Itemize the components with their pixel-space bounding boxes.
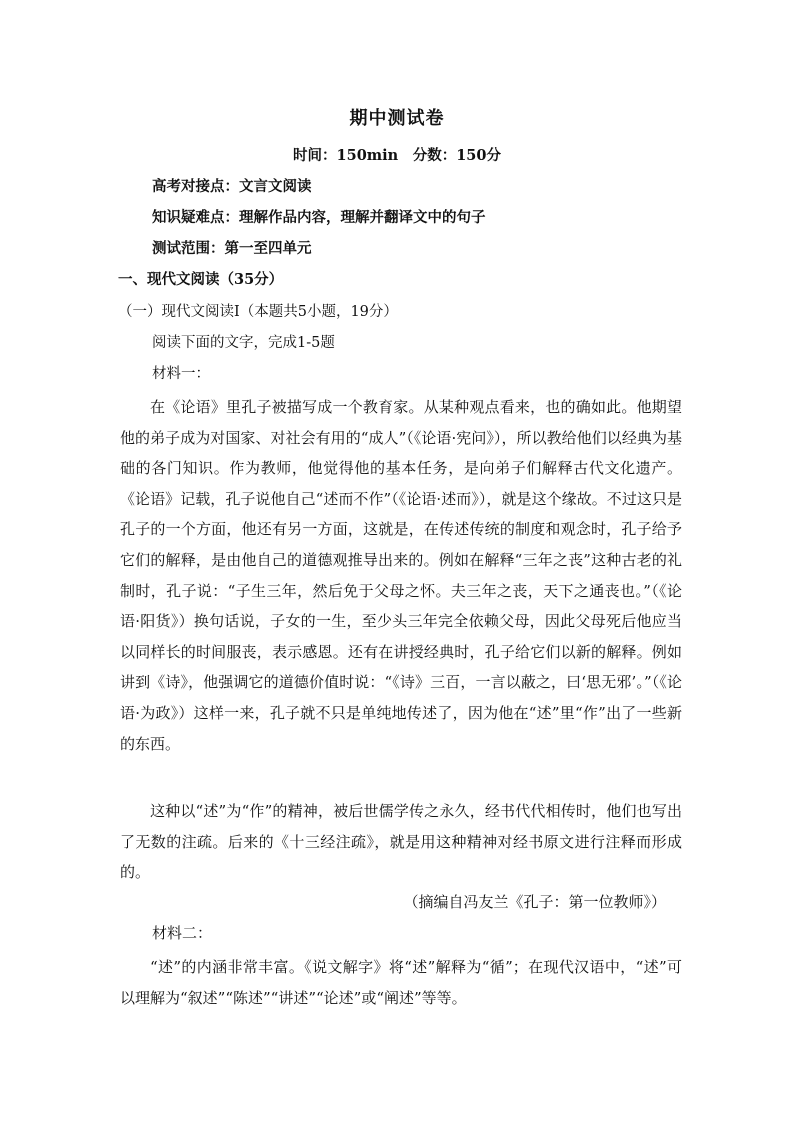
difficulty-line: 知识疑难点：理解作品内容，理解并翻译文中的句子: [152, 209, 486, 226]
time-score-line: 时间：150min 分数：150分: [293, 147, 501, 164]
exam-point-line: 高考对接点：文言文阅读: [152, 178, 312, 195]
material-one-paragraph-2: 这种以“述”为“作”的精神，被后世儒学传之永久，经书代代相传时，他们也写出了无数的注疏。后来的《十三经注疏》，就是用这种精神对经书原文进行注释而形成的。: [120, 802, 682, 882]
material-two-label: 材料二：: [152, 924, 213, 942]
material-two-paragraph-1: “述”的内涵非常丰富。《说文解字》将“述”解释为“循”；在现代汉语中，“述”可以理解为“叙述”“陈述”“讲述”“论述”或“阐述”等等。: [120, 958, 682, 1007]
material-one-paragraph-1: 在《论语》里孔子被描写成一个教育家。从某种观点看来，也的确如此。他期望他的弟子成为对国家、对社会有用的“成人”（《论语·宪问》），所以教给他们以经典为基础的各门知识。作为教师，他觉得他的基本任务，是向弟子们解释古代文化遗产。《论语》记载，孔子说他自己“述而不作”（《论语·述而》），就是这个缘故。不过这只是孔子的一个方面，他还有另一方面，这就是，在传述传统的制度和观念时，孔子给予它们的解释，是由他自己的道德观推导出来的。例如在解释“三年之丧”这种古老的礼制时，孔子说：“子生三年，然后免于父母之怀。夫三年之丧，天下之通丧也。”（《论语·阳货》）换句话说，子女的一生，至少头三年完全依赖父母，因此父母死后他应当以同样长的时间服丧，表示感恩。还有在讲授经典时，孔子给它们以新的解释。例如讲到《诗》，他强调它的道德价值时说：“《诗》三百，一言以蔽之，曰‘思无邪’。”（《论语·为政》）这样一来，孔子就不只是单纯地传述了，因为他在“述”里“作”出了一些新的东西。: [120, 398, 682, 753]
scope-line: 测试范围：第一至四单元: [152, 240, 312, 257]
source-citation: （摘编自冯友兰《孔子：第一位教师》）: [403, 893, 666, 911]
subsection-heading: （一）现代文阅读Ⅰ（本题共5小题，19分）: [118, 304, 398, 320]
material-one-label: 材料一：: [152, 366, 210, 382]
instruction-line: 阅读下面的文字，完成1-5题: [152, 335, 335, 351]
section-heading: 一、现代文阅读（35分）: [118, 271, 284, 288]
page-title: 期中测试卷: [349, 108, 445, 129]
